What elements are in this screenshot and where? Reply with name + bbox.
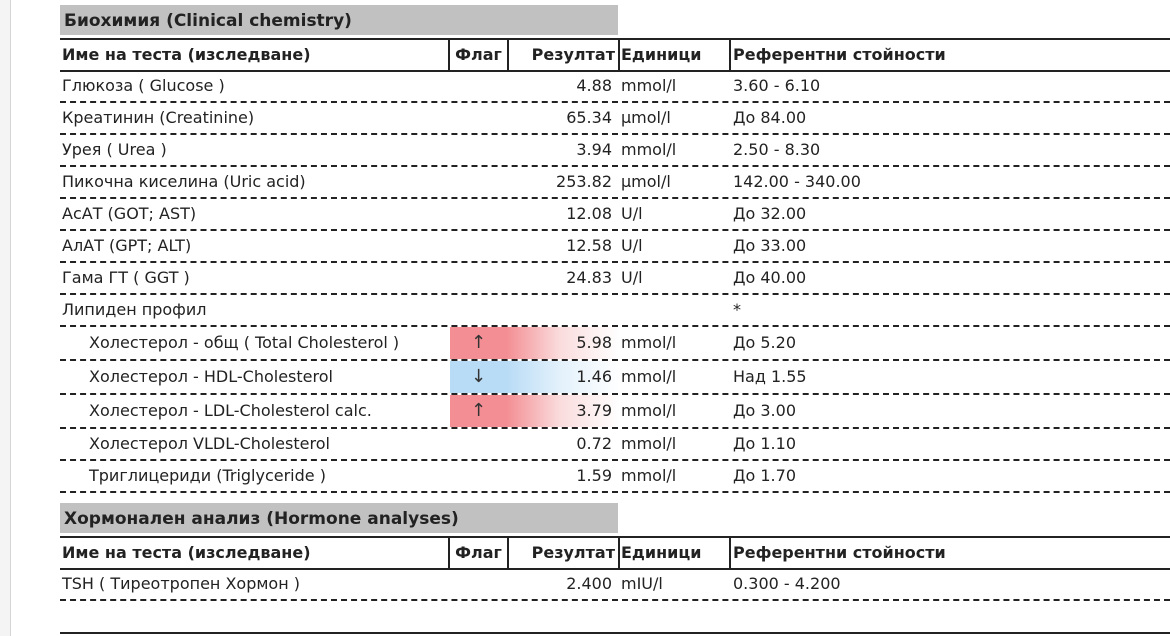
table-header-clinical-chemistry [60,38,1170,72]
table-header-hormone-analyses [60,536,1170,570]
arrow-down-icon: ↓ [470,366,487,387]
unit-value: µmol/l [621,108,671,127]
result-value: 3.79 [576,401,612,420]
header-test-name: Име на теста (изследване) [62,45,311,64]
table-row [60,295,1170,327]
test-name: Липиден профил [62,300,207,319]
test-name: Урея ( Urea ) [62,140,167,159]
header-test-name: Име на теста (изследване) [62,543,311,562]
header-flag: Флаг [455,543,502,562]
test-name: Глюкоза ( Glucose ) [62,76,225,95]
unit-value: mIU/l [621,574,663,593]
section-title-hormone-analyses: Хормонален анализ (Hormone analyses) [60,503,618,533]
reference-range: Над 1.55 [733,367,807,386]
header-units: Единици [621,543,702,562]
result-value: 5.98 [576,333,612,352]
arrow-up-icon: ↑ [470,332,487,353]
test-name: Холестерол - общ ( Total Cholesterol ) [89,333,400,352]
reference-range: До 5.20 [733,333,796,352]
table-row [60,199,1170,231]
test-name: Пикочна киселина (Uric acid) [62,172,306,191]
reference-range: 2.50 - 8.30 [733,140,821,159]
reference-range: До 1.70 [733,466,796,485]
unit-value: mmol/l [621,140,677,159]
test-name: Холестерол - LDL-Cholesterol calc. [89,401,372,420]
reference-range: До 40.00 [733,268,807,287]
table-row [60,327,1170,361]
table-row [60,395,1170,429]
test-name: Триглицериди (Triglyceride ) [89,466,326,485]
table-row [60,135,1170,167]
reference-range: До 3.00 [733,401,796,420]
test-name: АсАТ (GOT; AST) [62,204,197,223]
result-value: 3.94 [576,140,612,159]
result-value: 12.58 [566,236,612,255]
arrow-up-icon: ↑ [470,400,487,421]
result-value: 2.400 [566,574,612,593]
test-name: Креатинин (Creatinine) [62,108,255,127]
result-value: 0.72 [576,434,612,453]
reference-range: 142.00 - 340.00 [733,172,861,191]
test-name: АлАТ (GPT; ALT) [62,236,192,255]
test-name: TSH ( Тиреотропен Хормон ) [62,574,301,593]
table-row [60,167,1170,199]
reference-range: 3.60 - 6.10 [733,76,821,95]
header-reference: Референтни стойности [733,543,946,562]
result-value: 4.88 [576,76,612,95]
page-left-edge [0,0,11,636]
reference-range: До 84.00 [733,108,807,127]
result-value: 65.34 [566,108,612,127]
table-bottom-rule [60,632,1170,634]
header-result: Резултат [531,45,615,64]
table-row [60,461,1170,493]
result-value: 1.59 [576,466,612,485]
unit-value: µmol/l [621,172,671,191]
reference-range: До 1.10 [733,434,796,453]
section-title-clinical-chemistry: Биохимия (Clinical chemistry) [60,5,618,35]
reference-range: 0.300 - 4.200 [733,574,841,593]
result-value: 1.46 [576,367,612,386]
table-row [60,71,1170,103]
unit-value: mmol/l [621,466,677,485]
header-units: Единици [621,45,702,64]
result-value: 12.08 [566,204,612,223]
reference-range: До 33.00 [733,236,807,255]
unit-value: U/l [621,236,643,255]
table-row [60,429,1170,461]
reference-range: * [733,300,741,319]
test-name: Холестерол - HDL-Cholesterol [89,367,333,386]
unit-value: mmol/l [621,434,677,453]
unit-value: mmol/l [621,333,677,352]
unit-value: U/l [621,204,643,223]
result-value: 253.82 [556,172,612,191]
unit-value: mmol/l [621,76,677,95]
table-row [60,569,1170,601]
reference-range: До 32.00 [733,204,807,223]
table-row [60,361,1170,395]
table-row [60,103,1170,135]
test-name: Гама ГТ ( GGT ) [62,268,190,287]
unit-value: mmol/l [621,367,677,386]
table-row [60,263,1170,295]
header-flag: Флаг [455,45,502,64]
header-result: Резултат [531,543,615,562]
table-row [60,231,1170,263]
unit-value: U/l [621,268,643,287]
test-name: Холестерол VLDL-Cholesterol [89,434,330,453]
unit-value: mmol/l [621,401,677,420]
header-reference: Референтни стойности [733,45,946,64]
result-value: 24.83 [566,268,612,287]
